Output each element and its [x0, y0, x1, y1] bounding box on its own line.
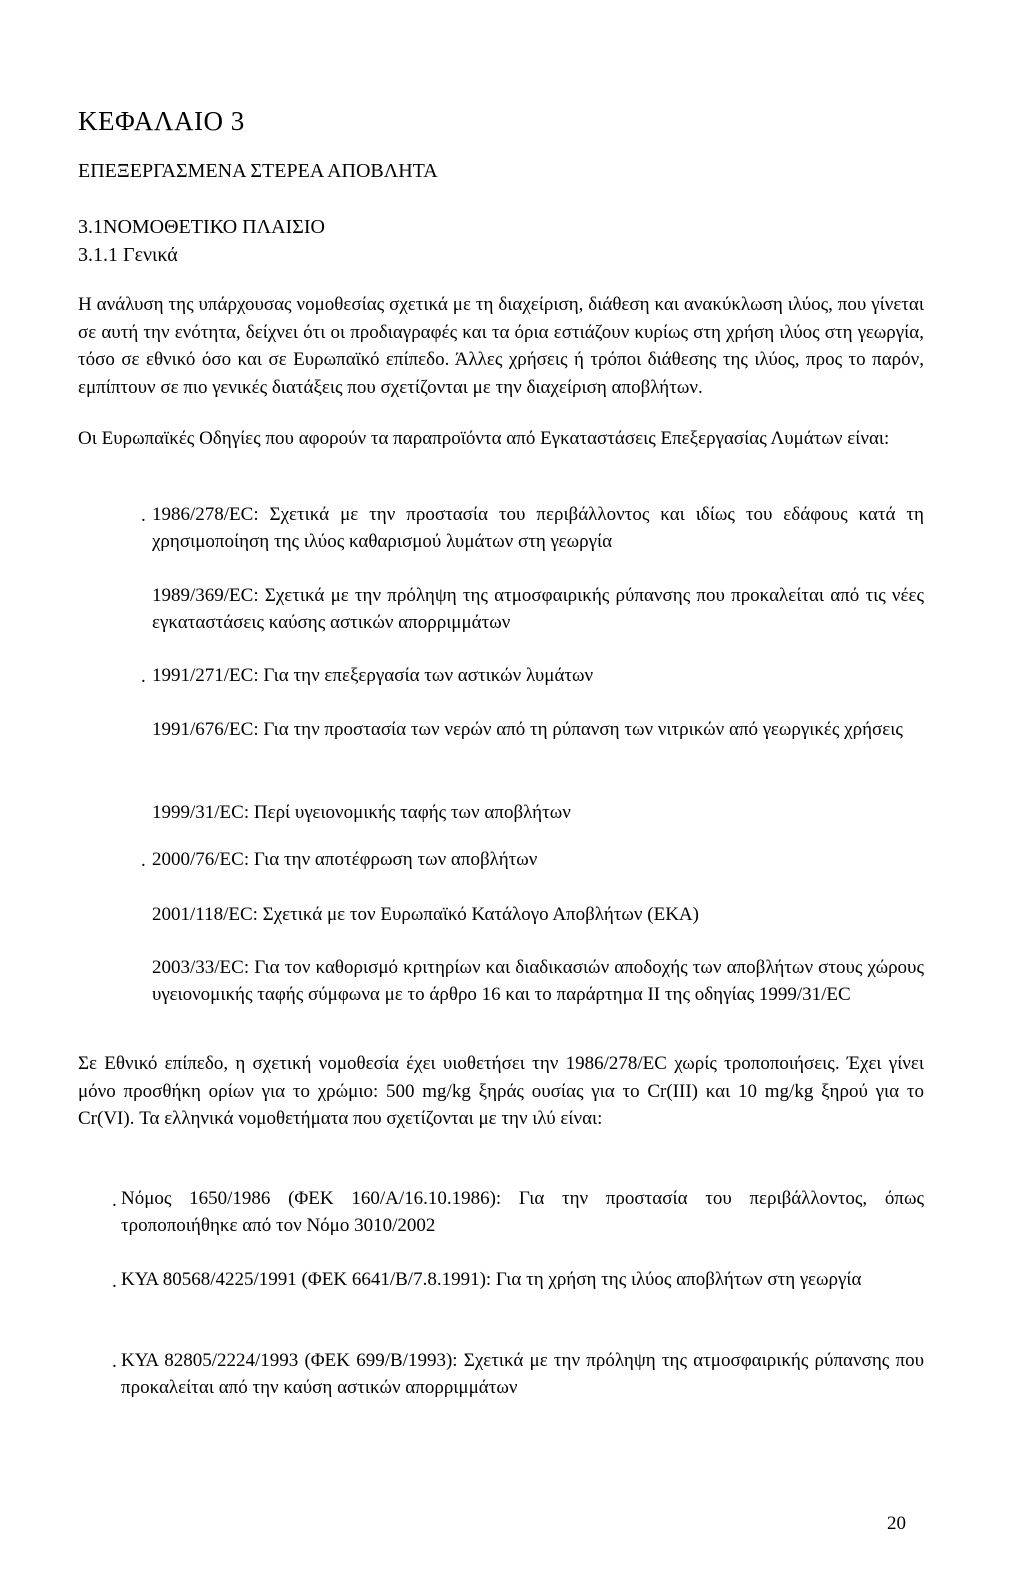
- page-number: 20: [887, 1513, 906, 1534]
- list-item: 1991/271/ΕC: Για την επεξεργασία των αστικών λυμάτων: [152, 665, 594, 686]
- bullet-marker: .: [141, 666, 146, 687]
- subsection-title: 3.1.1 Γενικά: [78, 244, 178, 266]
- list-item: 1991/676/ΕC: Για την προστασία των νερών από τη ρύπανση των νιτρικών από γεωργικές χρήσεις: [152, 719, 903, 740]
- directives-intro-paragraph: Οι Ευρωπαϊκές Οδηγίες που αφορούν τα παραπροϊόντα από Εγκαταστάσεις Επεξεργασίας Λυμάτων είναι:: [78, 428, 890, 449]
- national-paragraph: Σε Εθνικό επίπεδο, η σχετική νομοθεσία έχει υιοθετήσει την 1986/278/ΕC χωρίς τροποποιήσεις. Έχει γίνει μόνο προσθήκη ορίων για το χρώμιο: 500 mg/kg ξηράς ουσίας για το Cr(III) και 10 mg/kg ξηρού για το Cr(VI). Τα ελληνικά νομοθετήματα που σχετίζονται με την ιλύ είναι:: [78, 1053, 924, 1129]
- list-item: ΚΥΑ 82805/2224/1993 (ΦΕΚ 699/Β/1993): Σχετικά με την πρόληψη της ατμοσφαιρικής ρύπανσης που προκαλείται από την καύση αστικών απορριμμάτων: [121, 1350, 924, 1398]
- bullet-marker: .: [112, 1271, 117, 1292]
- intro-paragraph: Η ανάλυση της υπάρχουσας νομοθεσίας σχετικά με τη διαχείριση, διάθεση και ανακύκλωση ιλύος, που γίνεται σε αυτή την ενότητα, δείχνει ότι οι προδιαγραφές και τα όρια εστιάζουν κυρίως στη χρήση ιλύος στη γεωργία, τόσο σε εθνικό όσο και σε Ευρωπαϊκό επίπεδο. Άλλες χρήσεις ή τρόποι διάθεσης της ιλύος, προς το παρόν, εμπίπτουν σε πιο γενικές διατάξεις που σχετίζονται με την διαχείριση αποβλήτων.: [78, 294, 924, 398]
- list-item: 2000/76/ΕC: Για την αποτέφρωση των αποβλήτων: [152, 849, 538, 870]
- list-item: Νόμος 1650/1986 (ΦΕΚ 160/Α/16.10.1986): Για την προστασία του περιβάλλοντος, όπως τροποποιήθηκε από τον Νόμο 3010/2002: [121, 1188, 924, 1236]
- section-title: 3.1ΝΟΜΟΘΕΤΙΚΟ ΠΛΑΙΣΙΟ: [78, 216, 325, 238]
- chapter-subtitle: ΕΠΕΞΕΡΓΑΣΜΕΝΑ ΣΤΕΡΕΑ ΑΠΟΒΛΗΤΑ: [78, 160, 438, 182]
- bullet-marker: .: [112, 1351, 117, 1372]
- list-item: 1986/278/ΕC: Σχετικά με την προστασία του περιβάλλοντος και ιδίως του εδάφους κατά τη χρησιμοποίηση της ιλύος καθαρισμού λυμάτων στη γεωργία: [152, 504, 924, 552]
- bullet-marker: .: [141, 850, 146, 871]
- list-item: ΚΥΑ 80568/4225/1991 (ΦΕΚ 6641/Β/7.8.1991): Για τη χρήση της ιλύος αποβλήτων στη γεωργία: [121, 1269, 862, 1290]
- list-item: 2003/33/ΕC: Για τον καθορισμό κριτηρίων και διαδικασιών αποδοχής των αποβλήτων στους χώρους υγειονομικής ταφής σύμφωνα με το άρθρο 16 και το παράρτημα II της οδηγίας 1999/31/ΕC: [152, 957, 924, 1005]
- list-item: 1999/31/ΕC: Περί υγειονομικής ταφής των αποβλήτων: [152, 802, 571, 823]
- bullet-marker: .: [141, 505, 146, 526]
- chapter-title: ΚΕΦΑΛΑΙΟ 3: [78, 106, 245, 136]
- bullet-marker: .: [112, 1190, 117, 1211]
- list-item: 1989/369/ΕC: Σχετικά με την πρόληψη της ατμοσφαιρικής ρύπανσης που προκαλείται από τις νέες εγκαταστάσεις καύσης αστικών απορριμμάτων: [152, 585, 924, 633]
- list-item: 2001/118/ΕC: Σχετικά με τον Ευρωπαϊκό Κατάλογο Αποβλήτων (ΕΚΑ): [152, 904, 699, 925]
